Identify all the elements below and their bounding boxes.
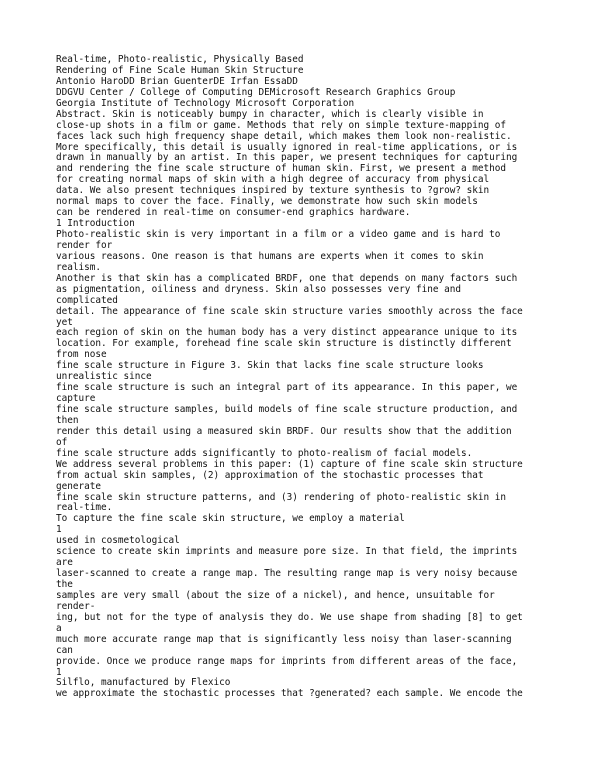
text-line: data. We also present techniques inspired by texture synthesis to ?grow? skin — [56, 185, 490, 197]
text-line: Another is that skin has a complicated BRDF, one that depends on many factors such — [56, 272, 518, 284]
text-line: render this detail using a measured skin BRDF. Our results show that the addition — [56, 425, 512, 437]
text-line: 1 Introduction — [56, 218, 135, 230]
text-line: we approximate the stochastic processes that ?generated? each sample. We encode the — [56, 688, 523, 700]
text-line: Real-time, Photo-realistic, Physically Based — [56, 54, 304, 65]
text-line: Georgia Institute of Technology Microsoft Corporation — [56, 97, 355, 109]
text-line: provide. Once we produce range maps for imprints from different areas of the face, — [56, 655, 518, 667]
text-line: fine scale structure is such an integral part of its appearance. In this paper, we — [56, 382, 518, 394]
text-line: science to create skin imprints and measure pore size. In that field, the imprints — [56, 546, 518, 558]
text-line: close-up shots in a film or game. Methods that rely on simple texture-mapping of — [56, 119, 506, 131]
text-line: samples are very small (about the size of a nickel), and hence, unsuitable for — [56, 589, 495, 601]
text-line: used in cosmetological — [56, 535, 180, 547]
text-line: can be rendered in real-time on consumer-end graphics hardware. — [56, 207, 411, 219]
text-line: We address several problems in this paper: (1) capture of fine scale skin structure — [56, 458, 523, 470]
text-line: location. For example, forehead fine scale skin structure is distinctly different — [56, 338, 512, 350]
text-line: Abstract. Skin is noticeably bumpy in character, which is clearly visible in — [56, 108, 484, 120]
text-line: generate — [56, 480, 101, 492]
paper-page — [56, 55, 556, 700]
text-line: then — [56, 414, 79, 426]
text-line: render for — [56, 239, 113, 251]
text-line: laser-scanned to create a range map. The resulting range map is very noisy because — [56, 568, 518, 580]
text-line: from actual skin samples, (2) approximation of the stochastic processes that — [56, 469, 484, 481]
text-line: fine scale structure adds significantly to photo-realism of facial models. — [56, 447, 473, 459]
text-line: Rendering of Fine Scale Human Skin Structure — [56, 64, 304, 76]
text-line: from nose — [56, 349, 107, 361]
text-line: normal maps to cover the face. Finally, we demonstrate how such skin models — [56, 196, 478, 208]
text-line: a — [56, 622, 62, 634]
text-line: To capture the fine scale skin structure, we employ a material — [56, 513, 405, 525]
text-line: DDGVU Center / College of Computing DEMicrosoft Research Graphics Group — [56, 86, 456, 98]
text-line: realism. — [56, 261, 101, 273]
text-line: fine scale structure in Figure 3. Skin that lacks fine scale structure looks — [56, 360, 484, 372]
text-line: for creating normal maps of skin with a high degree of accuracy from physical — [56, 174, 490, 186]
text-line: ing, but not for the type of analysis they do. We use shape from shading [8] to get — [56, 611, 523, 623]
text-line: drawn in manually by an artist. In this paper, we present techniques for capturing — [56, 152, 518, 164]
text-line: Silflo, manufactured by Flexico — [56, 677, 231, 689]
text-line: are — [56, 557, 73, 569]
text-line: can — [56, 644, 73, 656]
text-line: as pigmentation, oiliness and dryness. Skin also possesses very fine and — [56, 283, 461, 295]
text-line: render- — [56, 600, 96, 612]
text-line: the — [56, 579, 73, 590]
text-line: faces lack such high frequency shape detail, which makes them look non-realistic. — [56, 130, 512, 142]
text-line: More specifically, this detail is usually ignored in real-time applications, or is — [56, 141, 518, 153]
text-line: each region of skin on the human body has a very distinct appearance unique to its — [56, 327, 518, 339]
text-line: and rendering the fine scale structure of human skin. First, we present a method — [56, 163, 506, 175]
text-line: real-time. — [56, 502, 113, 514]
text-line: various reasons. One reason is that humans are experts when it comes to skin — [56, 250, 484, 262]
text-line: capture — [56, 393, 96, 405]
text-line: fine scale skin structure patterns, and (3) rendering of photo-realistic skin in — [56, 491, 506, 503]
text-line: much more accurate range map that is significantly less noisy than laser-scanning — [56, 633, 512, 645]
text-line: unrealistic since — [56, 371, 152, 383]
text-line: 1 — [56, 666, 62, 678]
text-line: Photo-realistic skin is very important in a film or a video game and is hard to — [56, 229, 501, 240]
text-line: Antonio HaroDD Brian GuenterDE Irfan EssaDD — [56, 75, 298, 87]
text-line: yet — [56, 316, 73, 328]
text-line: detail. The appearance of fine scale skin structure varies smoothly across the face — [56, 305, 523, 317]
text-line: of — [56, 436, 68, 448]
text-line: fine scale structure samples, build models of fine scale structure production, and — [56, 404, 518, 415]
text-line: complicated — [56, 294, 118, 306]
text-line: 1 — [56, 524, 62, 536]
